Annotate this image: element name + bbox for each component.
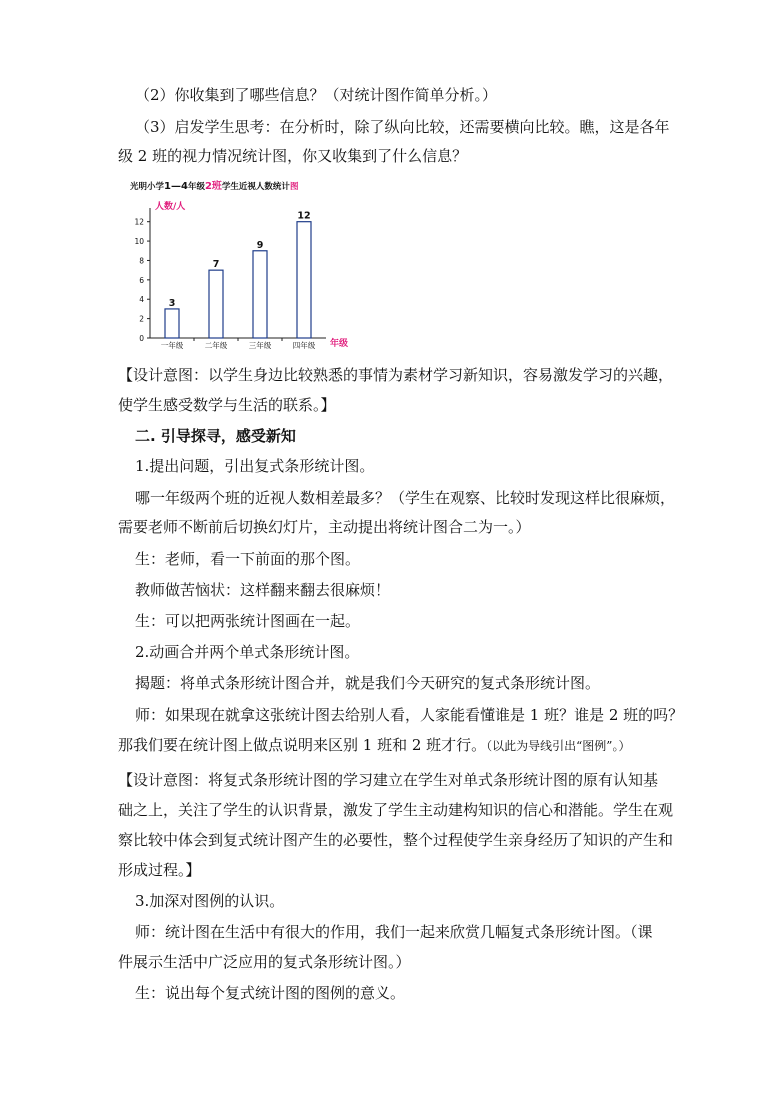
design-intent-1-line1: 【设计意图：以学生身边比较熟悉的事情为素材学习新知识，容易激发学习的兴趣， bbox=[118, 366, 674, 384]
chart-title-part: 年级 bbox=[187, 182, 205, 192]
design-intent-2-line4: 形成过程。】 bbox=[118, 861, 201, 879]
bar bbox=[297, 222, 311, 338]
x-tick-label: 一年级 bbox=[160, 341, 184, 350]
step-2: 2.动画合并两个单式条形统计图。 bbox=[135, 643, 360, 661]
teacher-line-2b-text: 那我们要在统计图上做点说明来区别 1 班和 2 班才行。 bbox=[118, 736, 487, 754]
x-tick-label: 三年级 bbox=[248, 341, 272, 350]
student-line-3: 生：说出每个复式统计图的图例的意义。 bbox=[135, 984, 406, 1002]
teacher-line-3b: 件展示生活中广泛应用的复式条形统计图。） bbox=[118, 953, 411, 971]
y-tick-label: 2 bbox=[139, 314, 144, 324]
design-intent-1-line2: 使学生感受数学与生活的联系。】 bbox=[118, 396, 336, 414]
teacher-line-2b bbox=[118, 735, 678, 756]
myopia-bar-chart bbox=[128, 178, 368, 350]
design-intent-2-line2: 础之上，关注了学生的认识背景，激发了学生主动建构知识的信心和潜能。学生在观 bbox=[118, 801, 674, 819]
design-intent-2-line3: 察比较中体会到复式统计图产生的必要性，整个过程使学生亲身经历了知识的产生和 bbox=[118, 831, 674, 849]
student-line-2: 生：可以把两张统计图画在一起。 bbox=[135, 612, 361, 630]
chart-title-part: 学生近视人数统计 bbox=[221, 182, 290, 192]
teacher-line-2b-note: （以此为导线引出“图例”。） bbox=[486, 739, 631, 753]
y-tick-label: 10 bbox=[134, 237, 144, 247]
chart-title-part: 图 bbox=[289, 182, 299, 192]
section-heading-2: 二. 引导探寻，感受新知 bbox=[135, 427, 296, 445]
teacher-line-2a: 师：如果现在就拿这张统计图去给别人看，人家能看懂谁是 1 班？谁是 2 班的吗？ bbox=[135, 706, 684, 724]
teacher-line-1: 教师做苦恼状：这样翻来翻去很麻烦！ bbox=[135, 581, 391, 599]
step-1: 1.提出问题，引出复式条形统计图。 bbox=[135, 457, 375, 475]
x-tick-label: 四年级 bbox=[292, 341, 316, 350]
chart-title-part: 光明小学 bbox=[130, 182, 165, 192]
chart-title-part: 2班 bbox=[204, 181, 222, 192]
y-tick-label: 6 bbox=[139, 275, 144, 285]
y-tick-label: 4 bbox=[139, 295, 144, 305]
x-axis-label: 年级 bbox=[330, 339, 349, 349]
y-tick-label: 8 bbox=[139, 256, 144, 266]
y-axis-label: 人数/人 bbox=[155, 202, 186, 212]
teacher-line-3a: 师：统计图在生活中有很大的作用，我们一起来欣赏几幅复式条形统计图。（课 bbox=[135, 923, 653, 941]
chart-title-part: 1—4 bbox=[164, 181, 188, 192]
step-3: 3.加深对图例的认识。 bbox=[135, 892, 285, 910]
bar bbox=[165, 309, 179, 338]
chart-title bbox=[130, 179, 299, 192]
bar bbox=[253, 251, 267, 338]
bar-value-label: 9 bbox=[256, 239, 264, 251]
para-question-line1: 哪一年级两个班的近视人数相差最多？（学生在观察、比较时发现这样比很麻烦， bbox=[135, 489, 676, 507]
reveal-topic: 揭题：将单式条形统计图合并，就是我们今天研究的复式条形统计图。 bbox=[135, 674, 601, 692]
y-tick-label: 0 bbox=[139, 334, 144, 343]
bar-value-label: 7 bbox=[212, 259, 220, 271]
bar-value-label: 3 bbox=[168, 297, 176, 309]
para-question-3-line1: （3）启发学生思考：在分析时，除了纵向比较，还需要横向比较。瞧，这是各年 bbox=[135, 118, 670, 136]
para-question-2: （2）你收集到了哪些信息？（对统计图作简单分析。） bbox=[135, 86, 498, 104]
para-question-3-line2: 级 2 班的视力情况统计图，你又收集到了什么信息？ bbox=[118, 147, 468, 165]
design-intent-2-line1: 【设计意图：将复式条形统计图的学习建立在学生对单式条形统计图的原有认知基 bbox=[118, 771, 659, 789]
student-line-1: 生：老师，看一下前面的那个图。 bbox=[135, 550, 361, 568]
y-tick-label: 12 bbox=[134, 217, 144, 227]
bar bbox=[209, 270, 223, 338]
x-tick-label: 二年级 bbox=[204, 341, 228, 350]
bar-value-label: 12 bbox=[297, 210, 311, 222]
para-question-line2: 需要老师不断前后切换幻灯片，主动提出将统计图合二为一。） bbox=[118, 518, 531, 536]
